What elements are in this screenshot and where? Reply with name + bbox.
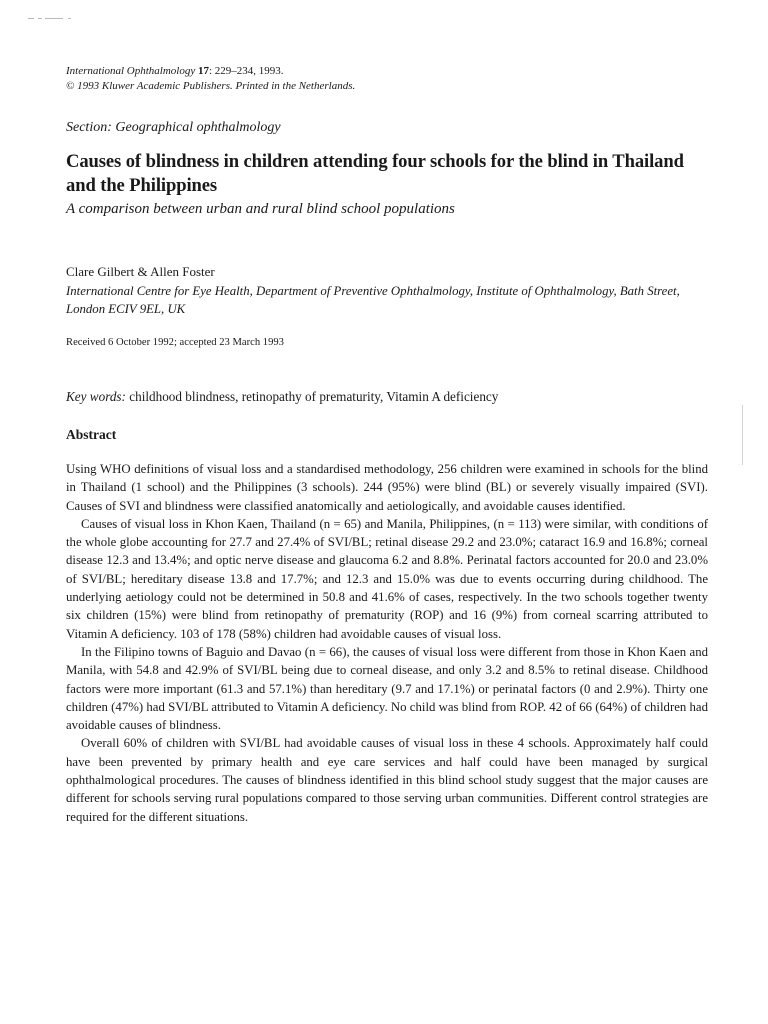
- abstract-paragraph: In the Filipino towns of Baguio and Davao (n = 66), the causes of visual loss were different from those in Khon Kaen and Manila, with 54.8 and 42.9% of SVI/BL being due to corneal disease, and only 3.2 and 8.5% to retinal disease. Childhood factors were more important (61.3 and 57.1%) than hereditary (9.7 and 17.1%) or perinatal factors (0 and 2.9%). Thirty one children (47%) had SVI/BL attributed to Vitamin A deficiency. No child was blind from ROP. 42 of 66 (64%) of children had avoidable causes of blindness.: [66, 644, 708, 733]
- journal-citation: [66, 64, 708, 94]
- article-subtitle: A comparison between urban and rural blind school populations: [66, 201, 455, 217]
- abstract-paragraph: Causes of visual loss in Khon Kaen, Thailand (n = 65) and Manila, Philippines, (n = 113) were similar, with conditions of the whole globe accounting for 27.7 and 27.4% of SVI/BL; retinal disease 29.2 and 23.0%; cataract 16.9 and 16.8%; corneal disease 12.3 and 13.4%; and optic nerve disease and glaucoma 6.2 and 8.8%. Perinatal factors accounted for 20.0 and 23.0% of SVI/BL; hereditary disease 13.8 and 17.7%; and 12.3 and 15.0% was due to events occurring during childhood. The underlying aetiology could not be determined in 50.8 and 41.6% of cases, respectively. In the two schools together twenty six children (15%) were blind from retinopathy of prematurity (ROP) and 16 (9%) from corneal scarring attributed to Vitamin A deficiency. 103 of 178 (58%) children had avoidable causes of visual loss.: [66, 516, 708, 641]
- abstract-heading: Abstract: [66, 427, 117, 442]
- author-affiliation: International Centre for Eye Health, Department of Preventive Ophthalmology, Institute of Ophthalmology, Bath Street, London ECIV 9EL, UK: [66, 284, 680, 316]
- article-title: Causes of blindness in children attending four schools for the blind in Thailand and the Philippines: [66, 151, 684, 196]
- journal-copyright: © 1993 Kluwer Academic Publishers. Printed in the Netherlands.: [66, 80, 356, 92]
- article-authors: Clare Gilbert & Allen Foster: [66, 264, 215, 279]
- scan-edge-line: [742, 405, 743, 465]
- journal-name: International Ophthalmology: [66, 65, 196, 77]
- section-label: Section: Geographical ophthalmology: [66, 120, 281, 135]
- scan-marks: [28, 18, 88, 20]
- keywords: [66, 388, 708, 405]
- received-dates: Received 6 October 1992; accepted 23 March 1993: [66, 337, 284, 348]
- abstract-paragraph: Using WHO definitions of visual loss and a standardised methodology, 256 children were examined in schools for the blind in Thailand (1 school) and the Philippines (3 schools). 244 (95%) were blind (BL) or severely visually impaired (SVI). Causes of SVI and blindness were classified anatomically and aetiologically, and avoidable causes identified.: [66, 462, 708, 513]
- abstract-paragraph: Overall 60% of children with SVI/BL had avoidable causes of visual loss in these 4 schools. Approximately half could have been prevented by primary health and eye care services and half could have been managed by surgical ophthalmological procedures. The causes of blindness identified in this blind school study suggest that the major causes are different for schools serving rural populations compared to those serving urban communities. Different control strategies are required for the different situations.: [66, 736, 708, 824]
- journal-volume: 17: [198, 65, 209, 77]
- keywords-text: childhood blindness, retinopathy of prematurity, Vitamin A deficiency: [129, 389, 499, 404]
- abstract-body: [66, 460, 708, 826]
- journal-line: [66, 64, 708, 79]
- keywords-label: Key words:: [66, 389, 126, 404]
- journal-pages-year: : 229–234, 1993.: [209, 65, 284, 77]
